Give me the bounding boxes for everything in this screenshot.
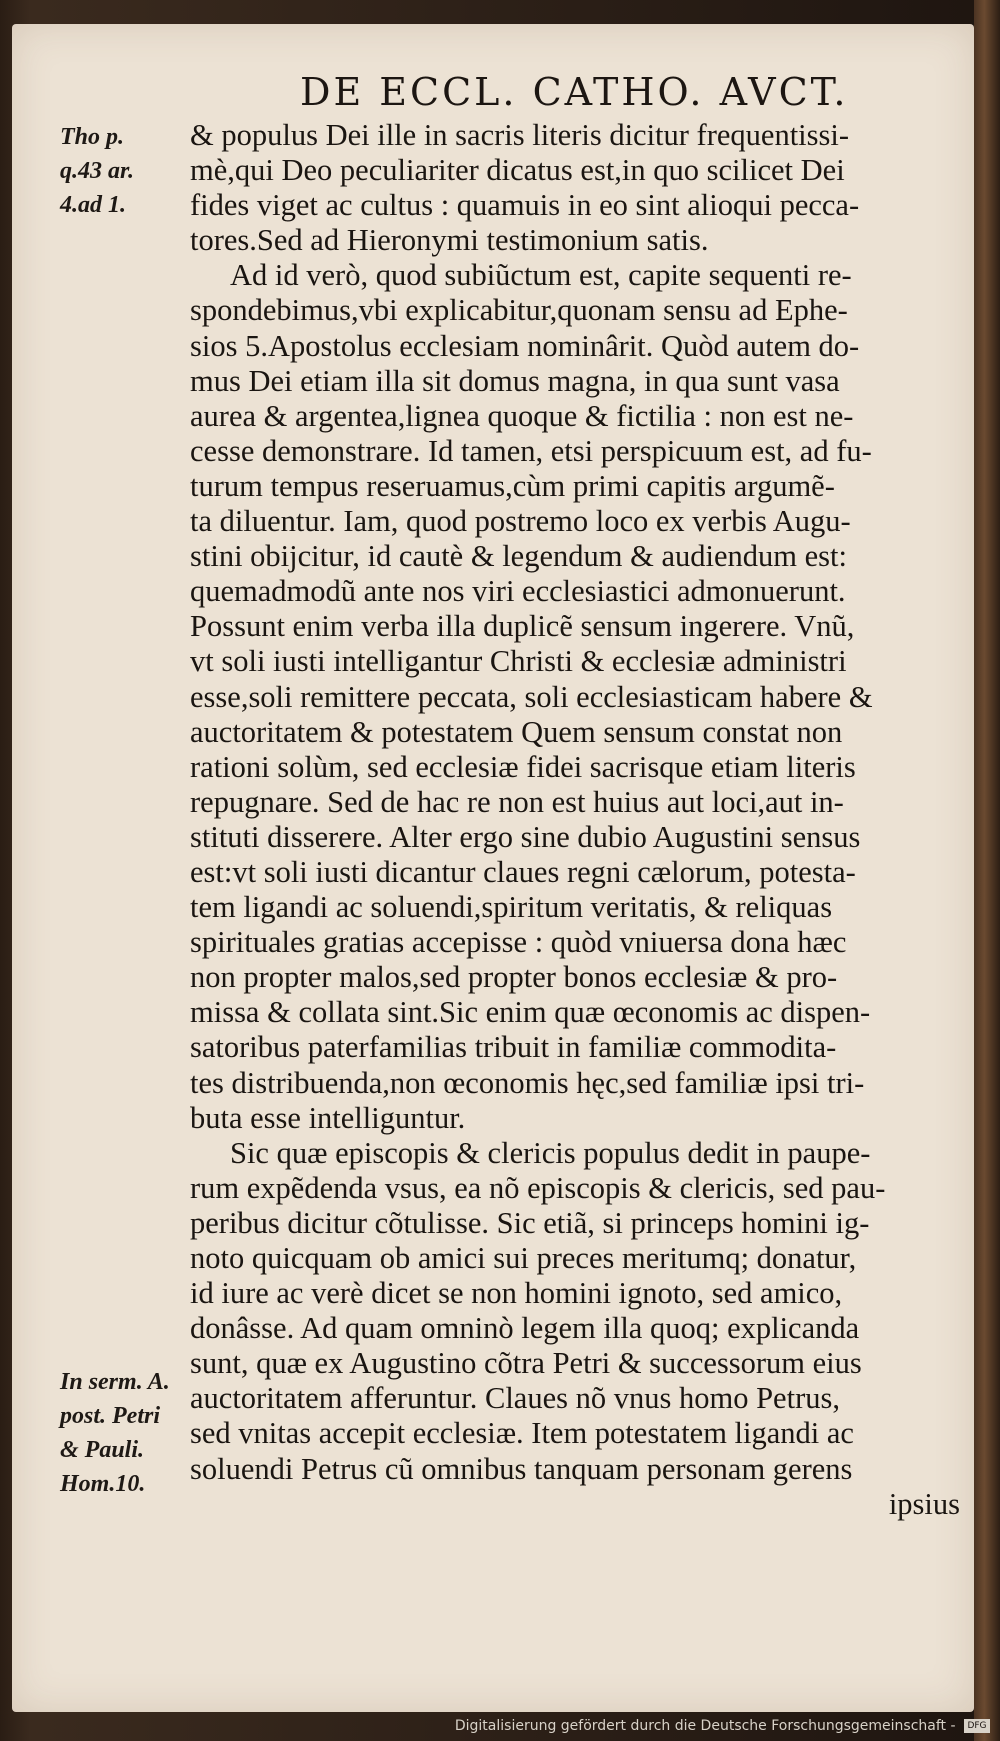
text-line: auctoritatem & potestatem Quem sensum constat non (190, 714, 843, 749)
text-line: sunt, quæ ex Augustino cõtra Petri & successorum eius (190, 1346, 862, 1381)
text-line: spondebimus,vbi explicabitur,quonam sensu ad Ephe- (190, 293, 848, 328)
margin-note-sermon (60, 1365, 190, 1501)
text-line: satoribus paterfamilias tribuit in familiæ commodita- (190, 1030, 837, 1065)
text-line: auctoritatem afferuntur. Claues nõ vnus homo Petrus, (190, 1381, 840, 1416)
text-line: sios 5.Apostolus ecclesiam nominârit. Quòd autem do- (190, 328, 860, 363)
text-line: stini obijcitur, id cautè & legendum & audiendum est: (190, 539, 847, 574)
text-line: mè,qui Deo peculiariter dicatus est,in quo scilicet Dei (190, 153, 845, 188)
text-line: turum tempus reseruamus,cùm primi capitis argumẽ- (190, 468, 835, 503)
text-line: tes distribuenda,non œconomis hęc,sed familiæ ipsi tri- (190, 1065, 865, 1100)
margin-note-line: & Pauli. (60, 1437, 145, 1463)
running-head: DE ECCL. CATHO. AVCT. (300, 70, 849, 114)
digitization-footer (0, 1718, 990, 1734)
text-line: est:vt soli iusti dicantur claues regni cælorum, potesta- (190, 854, 856, 889)
book-spine-edge (974, 0, 1000, 1741)
text-line: noto quicquam ob amici sui preces meritumq; donatur, (190, 1241, 857, 1275)
text-line: peribus dicitur cõtulisse. Sic etiã, si princeps homini ig- (190, 1205, 870, 1240)
text-line: rationi solùm, sed ecclesiæ fidei sacrisque etiam literis (190, 749, 856, 784)
margin-note-line: q.43 ar. (60, 158, 135, 184)
text-line: vt soli iusti intelligantur Christi & ecclesiæ administri (190, 644, 847, 679)
text-line: fides viget ac cultus : quamuis in eo sint alioqui pecca- (190, 188, 860, 223)
text-line: cesse demonstrare. Id tamen, etsi perspicuum est, ad fu- (190, 433, 872, 468)
text-line: tores.Sed ad Hieronymi testimonium satis. (190, 223, 709, 258)
text-line: Ad id verò, quod subiũctum est, capite sequenti re- (230, 258, 852, 293)
dfg-logo: DFG (964, 1719, 990, 1733)
text-line: & populus Dei ille in sacris literis dicitur frequentissi- (190, 118, 850, 152)
text-line: id iure ac verè dicet se non homini ignoto, sed amico, (190, 1276, 843, 1311)
margin-note-line: 4.ad 1. (60, 192, 126, 218)
text-line: sed vnitas accepit ecclesiæ. Item potestatem ligandi ac (190, 1416, 854, 1451)
footer-text: Digitalisierung gefördert durch die Deutsche Forschungsgemeinschaft - (454, 1718, 956, 1734)
text-line: tem ligandi ac soluendi,spiritum veritatis, & reliquas (190, 890, 833, 925)
text-line: Possunt enim verba illa duplicẽ sensum ingerere. Vnũ, (190, 609, 855, 644)
text-line: Sic quæ episcopis & clericis populus dedit in paupe- (230, 1135, 871, 1170)
margin-note-line: post. Petri (60, 1403, 160, 1429)
text-line: spirituales gratias accepisse : quòd vniuersa dona hæc (190, 925, 847, 960)
margin-note-line: Tho p. (60, 124, 125, 150)
text-line: mus Dei etiam illa sit domus magna, in qua sunt vasa (190, 363, 840, 398)
margin-note-aquinas (60, 120, 190, 222)
text-line: soluendi Petrus cũ omnibus tanquam personam gerens (190, 1451, 853, 1486)
text-line: ta diluentur. Iam, quod postremo loco ex verbis Augu- (190, 504, 851, 539)
text-line: quemadmodũ ante nos viri ecclesiastici admonuerunt. (190, 574, 846, 609)
body-text (190, 118, 970, 1522)
margin-note-line: In serm. A. (60, 1369, 170, 1395)
catchword: ipsius (888, 1486, 960, 1521)
text-line: repugnare. Sed de hac re non est huius aut loci,aut in- (190, 784, 844, 819)
text-line: buta esse intelliguntur. (190, 1100, 466, 1135)
text-line: rum expẽdenda vsus, ea nõ episcopis & clericis, sed pau- (190, 1170, 886, 1205)
text-line: aurea & argentea,lignea quoque & fictilia : non est ne- (190, 398, 854, 433)
text-line: donâsse. Ad quam omninò legem illa quoq; explicanda (190, 1311, 860, 1346)
text-line: esse,soli remittere peccata, soli ecclesiasticam habere & (190, 679, 873, 714)
margin-note-line: Hom.10. (60, 1471, 146, 1497)
text-line: non propter malos,sed propter bonos ecclesiæ & pro- (190, 960, 838, 995)
text-line: missa & collata sint.Sic enim quæ œconomis ac dispen- (190, 995, 871, 1030)
text-line: stituti disserere. Alter ergo sine dubio Augustini sensus (190, 819, 861, 854)
